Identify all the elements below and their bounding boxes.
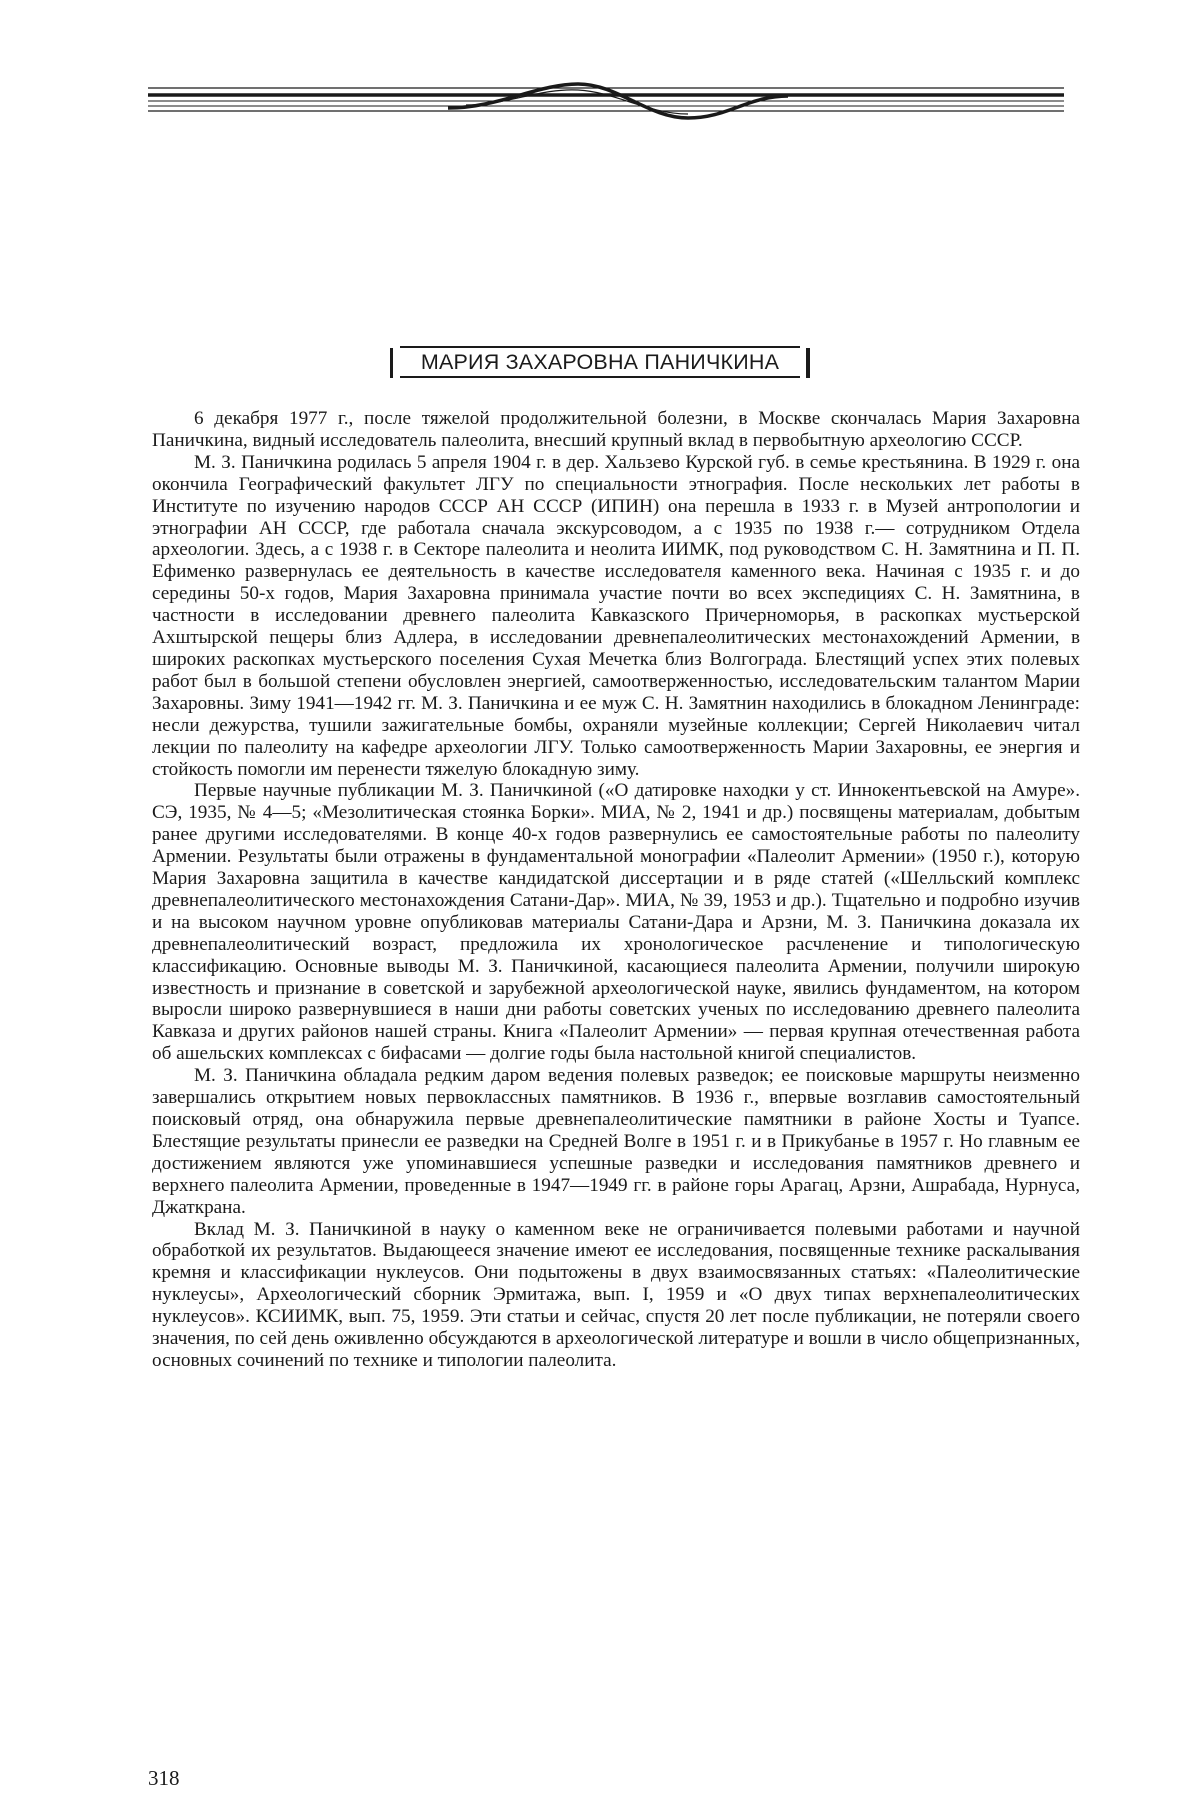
paragraph-contribution: Вклад М. З. Паничкиной в науку о каменном веке не ограничивается полевыми работами и научной обработкой их результатов. Выдающееся значение имеют ее исследования, посвященные технике раскалывания кремня и классификации нуклеусов. Они подытожены в двух взаимосвязанных статьях: «Палеолитические нуклеусы», Археологический сборник Эрмитажа, вып. I, 1959 и «О двух типах верхнепалеолитических нуклеусов». КСИИМК, вып. 75, 1959. Эти статьи и сейчас, спустя 20 лет после публикации, не потеряли своего значения, по сей день оживленно обсуждаются в археологической литературе и вошли в число общепризнанных, основных сочинений по технике и типологии палеолита. <box>152 1218 1080 1371</box>
frame-top-rule <box>400 346 800 348</box>
paragraph-biography: М. З. Паничкина родилась 5 апреля 1904 г. в дер. Хальзево Курской губ. в семье крестьянина. В 1929 г. она окончила Географический факультет ЛГУ по специальности этнография. После нескольких лет работы в Институте по изучению народов СССР АН СССР (ИПИН) она перешла в 1933 г. в Музей антропологии и этнографии АН СССР, где работала сначала экскурсоводом, а с 1935 по 1938 г.— сотрудником Отдела археологии. Здесь, а с 1938 г. в Секторе палеолита и неолита ИИМК, под руководством С. Н. Замятнина и П. П. Ефименко развернулась ее деятельность в качестве исследователя каменного века. Начиная с 1935 г. и до середины 50-х годов, Мария Захаровна принимала участие почти во всех экспедициях С. Н. Замятнина, в частности в исследовании древнего палеолита Кавказского Причерноморья, в раскопках мустьерской Ахштырской пещеры близ Адлера, в исследовании древнепалеолитических местонахождений Армении, в широких раскопках мустьерского поселения Сухая Мечетка близ Волгограда. Блестящий успех этих полевых работ был в большой степени обусловлен энергией, самоотверженностью, исследовательским талантом Марии Захаровны. Зиму 1941—1942 гг. М. З. Паничкина и ее муж С. Н. Замятнин находились в блокадном Ленинграде: несли дежурства, тушили зажигательные бомбы, охраняли музейные коллекции; Сергей Николаевич читал лекции по палеолиту на кафедре археологии ЛГУ. Только самоотверженность Марии Захаровны, ее энергия и стойкость помогли им перенести тяжелую блокадную зиму. <box>152 451 1080 780</box>
paragraph-field-surveys: М. З. Паничкина обладала редким даром ведения полевых разведок; ее поисковые маршруты неизменно завершались открытием новых первоклассных памятников. В 1936 г., впервые возглавив самостоятельный поисковый отряд, она обнаружила первые древнепалеолитические памятники в районе Хосты и Туапсе. Блестящие результаты принесли ее разведки на Средней Волге в 1951 г. и в Прикубанье в 1957 г. Но главным ее достижением являются уже упоминавшиеся успешные разведки и исследования памятников древнего и верхнего палеолита Армении, проведенные в 1947—1949 гг. в районе горы Арагац, Арзни, Ашрабада, Нурнуса, Джаткрана. <box>152 1065 1080 1218</box>
paragraph-intro: 6 декабря 1977 г., после тяжелой продолжительной болезни, в Москве скончалась Мария Захаровна Паничкина, видный исследователь палеолита, внесший крупный вклад в первобытную археологию СССР. <box>152 408 1080 451</box>
obituary-body <box>152 408 1080 1372</box>
article-title-frame <box>390 346 810 378</box>
article-title: МАРИЯ ЗАХАРОВНА ПАНИЧКИНА <box>420 350 780 374</box>
frame-bottom-rule <box>400 376 800 378</box>
paragraph-publications: Первые научные публикации М. З. Паничкиной («О датировке находки у ст. Иннокентьевской на Амуре». СЭ, 1935, № 4—5; «Мезолитическая стоянка Борки». МИА, № 2, 1941 и др.) посвящены материалам, добытым ранее другими исследователями. В конце 40-х годов развернулись ее самостоятельные работы по палеолиту Армении. Результаты были отражены в фундаментальной монографии «Палеолит Армении» (1950 г.), которую Мария Захаровна защитила в качестве кандидатской диссертации и в ряде статей («Шелльский комплекс древнепалеолитического местонахождения Сатани-Дар». МИА, № 39, 1953 и др.). Тщательно и подробно изучив и на высоком научном уровне опубликовав материалы Сатани-Дара и Арзни, М. З. Паничкина доказала их древнепалеолитический возраст, предложила их хронологическое расчленение и типологическую классификацию. Основные выводы М. З. Паничкиной, касающиеся палеолита Армении, получили широкую известность и признание в советской и зарубежной археологической науке, явились фундаментом, на котором выросли широко развернувшиеся в наши дни работы советских ученых по исследованию древнего палеолита Кавказа и других районов нашей страны. Книга «Палеолит Армении» — первая крупная отечественная работа об ашельских комплексах с бифасами — долгие годы была настольной книгой специалистов. <box>152 780 1080 1065</box>
wave-divider-icon <box>148 78 1064 126</box>
page-number: 318 <box>148 1766 180 1790</box>
